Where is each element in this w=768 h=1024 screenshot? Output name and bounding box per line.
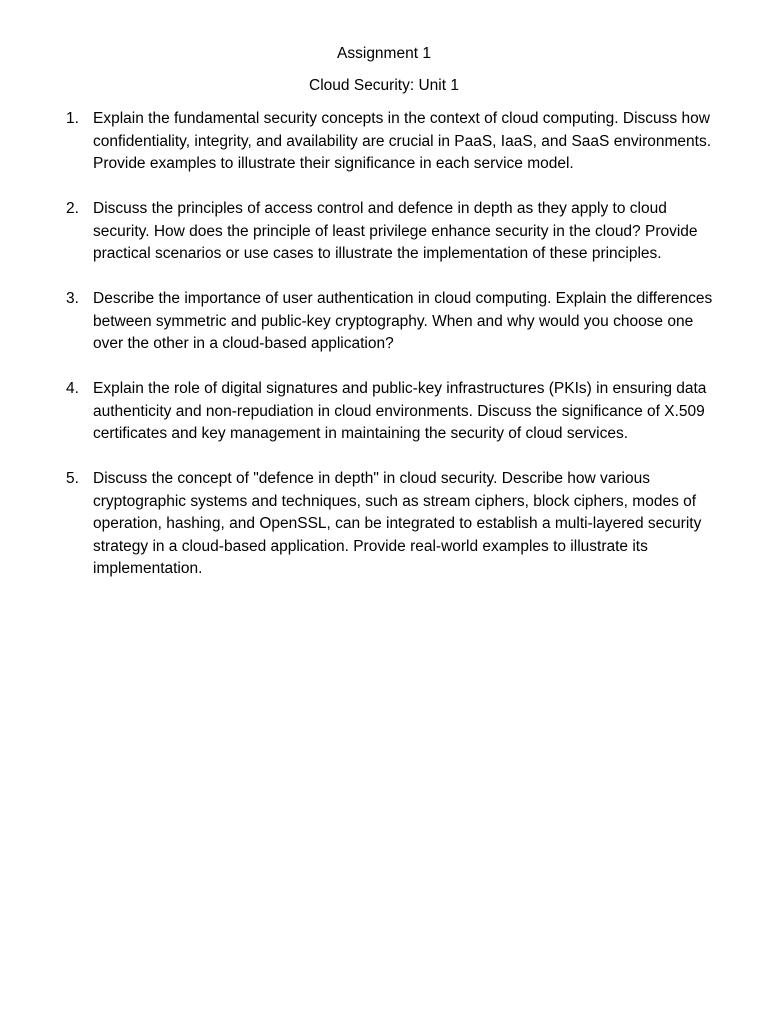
question-item [66,288,726,356]
question-text: Explain the fundamental security concepts in the context of cloud computing. Discuss how confidentiality, integrity, and availability are crucial in PaaS, IaaS, and SaaS environments. Provide examples to illustrate their significance in each service model. [93,110,712,172]
document-subtitle: Cloud Security: Unit 1 [309,77,459,94]
question-item [66,198,726,266]
question-text: Discuss the principles of access control and defence in depth as they apply to cloud security. How does the principle of least privilege enhance security in the cloud? Provide practical scenarios or use cases to illustrate the implementation of these principles. [93,200,698,262]
question-number: 5. [66,470,79,487]
question-number: 1. [66,110,79,127]
question-list [66,108,726,603]
question-text: Discuss the concept of "defence in depth" in cloud security. Describe how various cryptographic systems and techniques, such as stream ciphers, block ciphers, modes of operation, hashing, and OpenSSL, can be integrated to establish a multi-layered security strategy in a cloud-based application. Provide real-world examples to illustrate its implementation. [93,470,702,577]
question-item [66,378,726,446]
question-text: Explain the role of digital signatures and public-key infrastructures (PKIs) in ensuring data authenticity and non-repudiation in cloud environments. Discuss the significance of X.509 certificates and key management in maintaining the security of cloud services. [93,380,707,442]
document-title: Assignment 1 [337,45,431,62]
question-number: 3. [66,290,79,307]
question-item [66,468,726,581]
question-text: Describe the importance of user authentication in cloud computing. Explain the differences between symmetric and public-key cryptography. When and why would you choose one over the other in a cloud-based application? [93,290,713,352]
question-item [66,108,726,176]
question-number: 2. [66,200,79,217]
question-number: 4. [66,380,79,397]
